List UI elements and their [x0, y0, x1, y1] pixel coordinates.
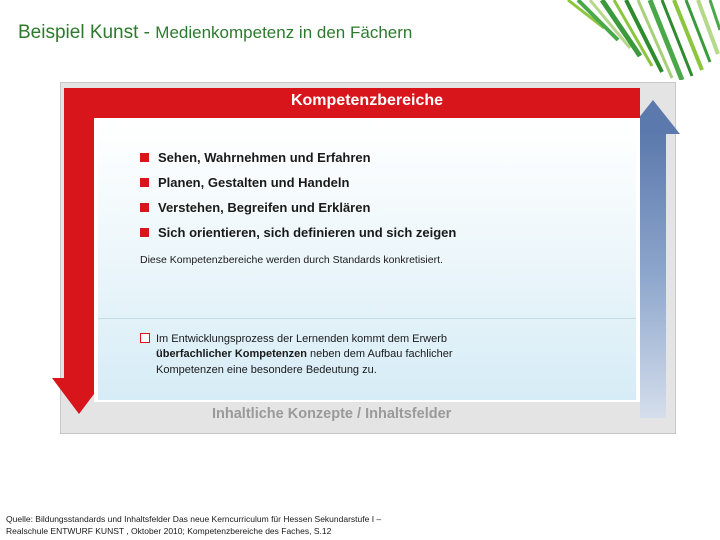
- diagram-header: Kompetenzbereiche: [290, 92, 444, 109]
- slide-title-main: Beispiel Kunst -: [18, 22, 156, 43]
- competency-diagram: [60, 82, 676, 438]
- paragraph-line: [140, 347, 580, 362]
- list-item: [140, 175, 456, 200]
- decorative-stripes-graphic: [560, 0, 720, 80]
- paragraph-text: neben dem Aufbau fachlicher: [306, 348, 453, 361]
- section-divider: [98, 318, 636, 319]
- standards-note: Diese Kompetenzbereiche werden durch Standards konkretisiert.: [140, 254, 443, 266]
- source-line: Quelle: Bildungsstandards und Inhaltsfelder Das neue Kerncurriculum für Hessen Sekundarstufe I –: [6, 514, 382, 524]
- list-item: [140, 200, 456, 225]
- red-down-arrow-shaft: [64, 88, 94, 378]
- slide-title: [18, 22, 412, 44]
- paragraph-line: Kompetenzen eine besondere Bedeutung zu.: [156, 363, 377, 376]
- paragraph-emphasis: überfachlicher Kompetenzen: [156, 348, 307, 361]
- red-square-bullet-icon: [140, 153, 149, 162]
- list-item-label: Planen, Gestalten und Handeln: [158, 175, 350, 190]
- list-item: [140, 225, 456, 250]
- slide-title-subtitle: Medienkompetenz in den Fächern: [155, 23, 413, 42]
- red-square-bullet-icon: [140, 178, 149, 187]
- empty-square-bullet-icon: [140, 333, 150, 343]
- content-areas-label: Inhaltliche Konzepte / Inhaltsfelder: [212, 406, 452, 422]
- source-line: Realschule ENTWURF KUNST , Oktober 2010; Kompetenzbereiche des Faches, S.12: [6, 526, 332, 536]
- interdisciplinary-paragraph: [140, 332, 580, 378]
- paragraph-line: Im Entwicklungsprozess der Lernenden kommt dem Erwerb: [156, 333, 448, 345]
- source-citation: [6, 513, 381, 537]
- list-item-label: Sehen, Wahrnehmen und Erfahren: [158, 150, 371, 165]
- list-item-label: Sich orientieren, sich definieren und sich zeigen: [158, 225, 457, 240]
- red-square-bullet-icon: [140, 228, 149, 237]
- list-item: [140, 150, 456, 175]
- blue-up-arrow-shaft: [640, 132, 666, 418]
- competency-list: [140, 150, 456, 250]
- list-item-label: Verstehen, Begreifen und Erklären: [158, 200, 371, 215]
- red-square-bullet-icon: [140, 203, 149, 212]
